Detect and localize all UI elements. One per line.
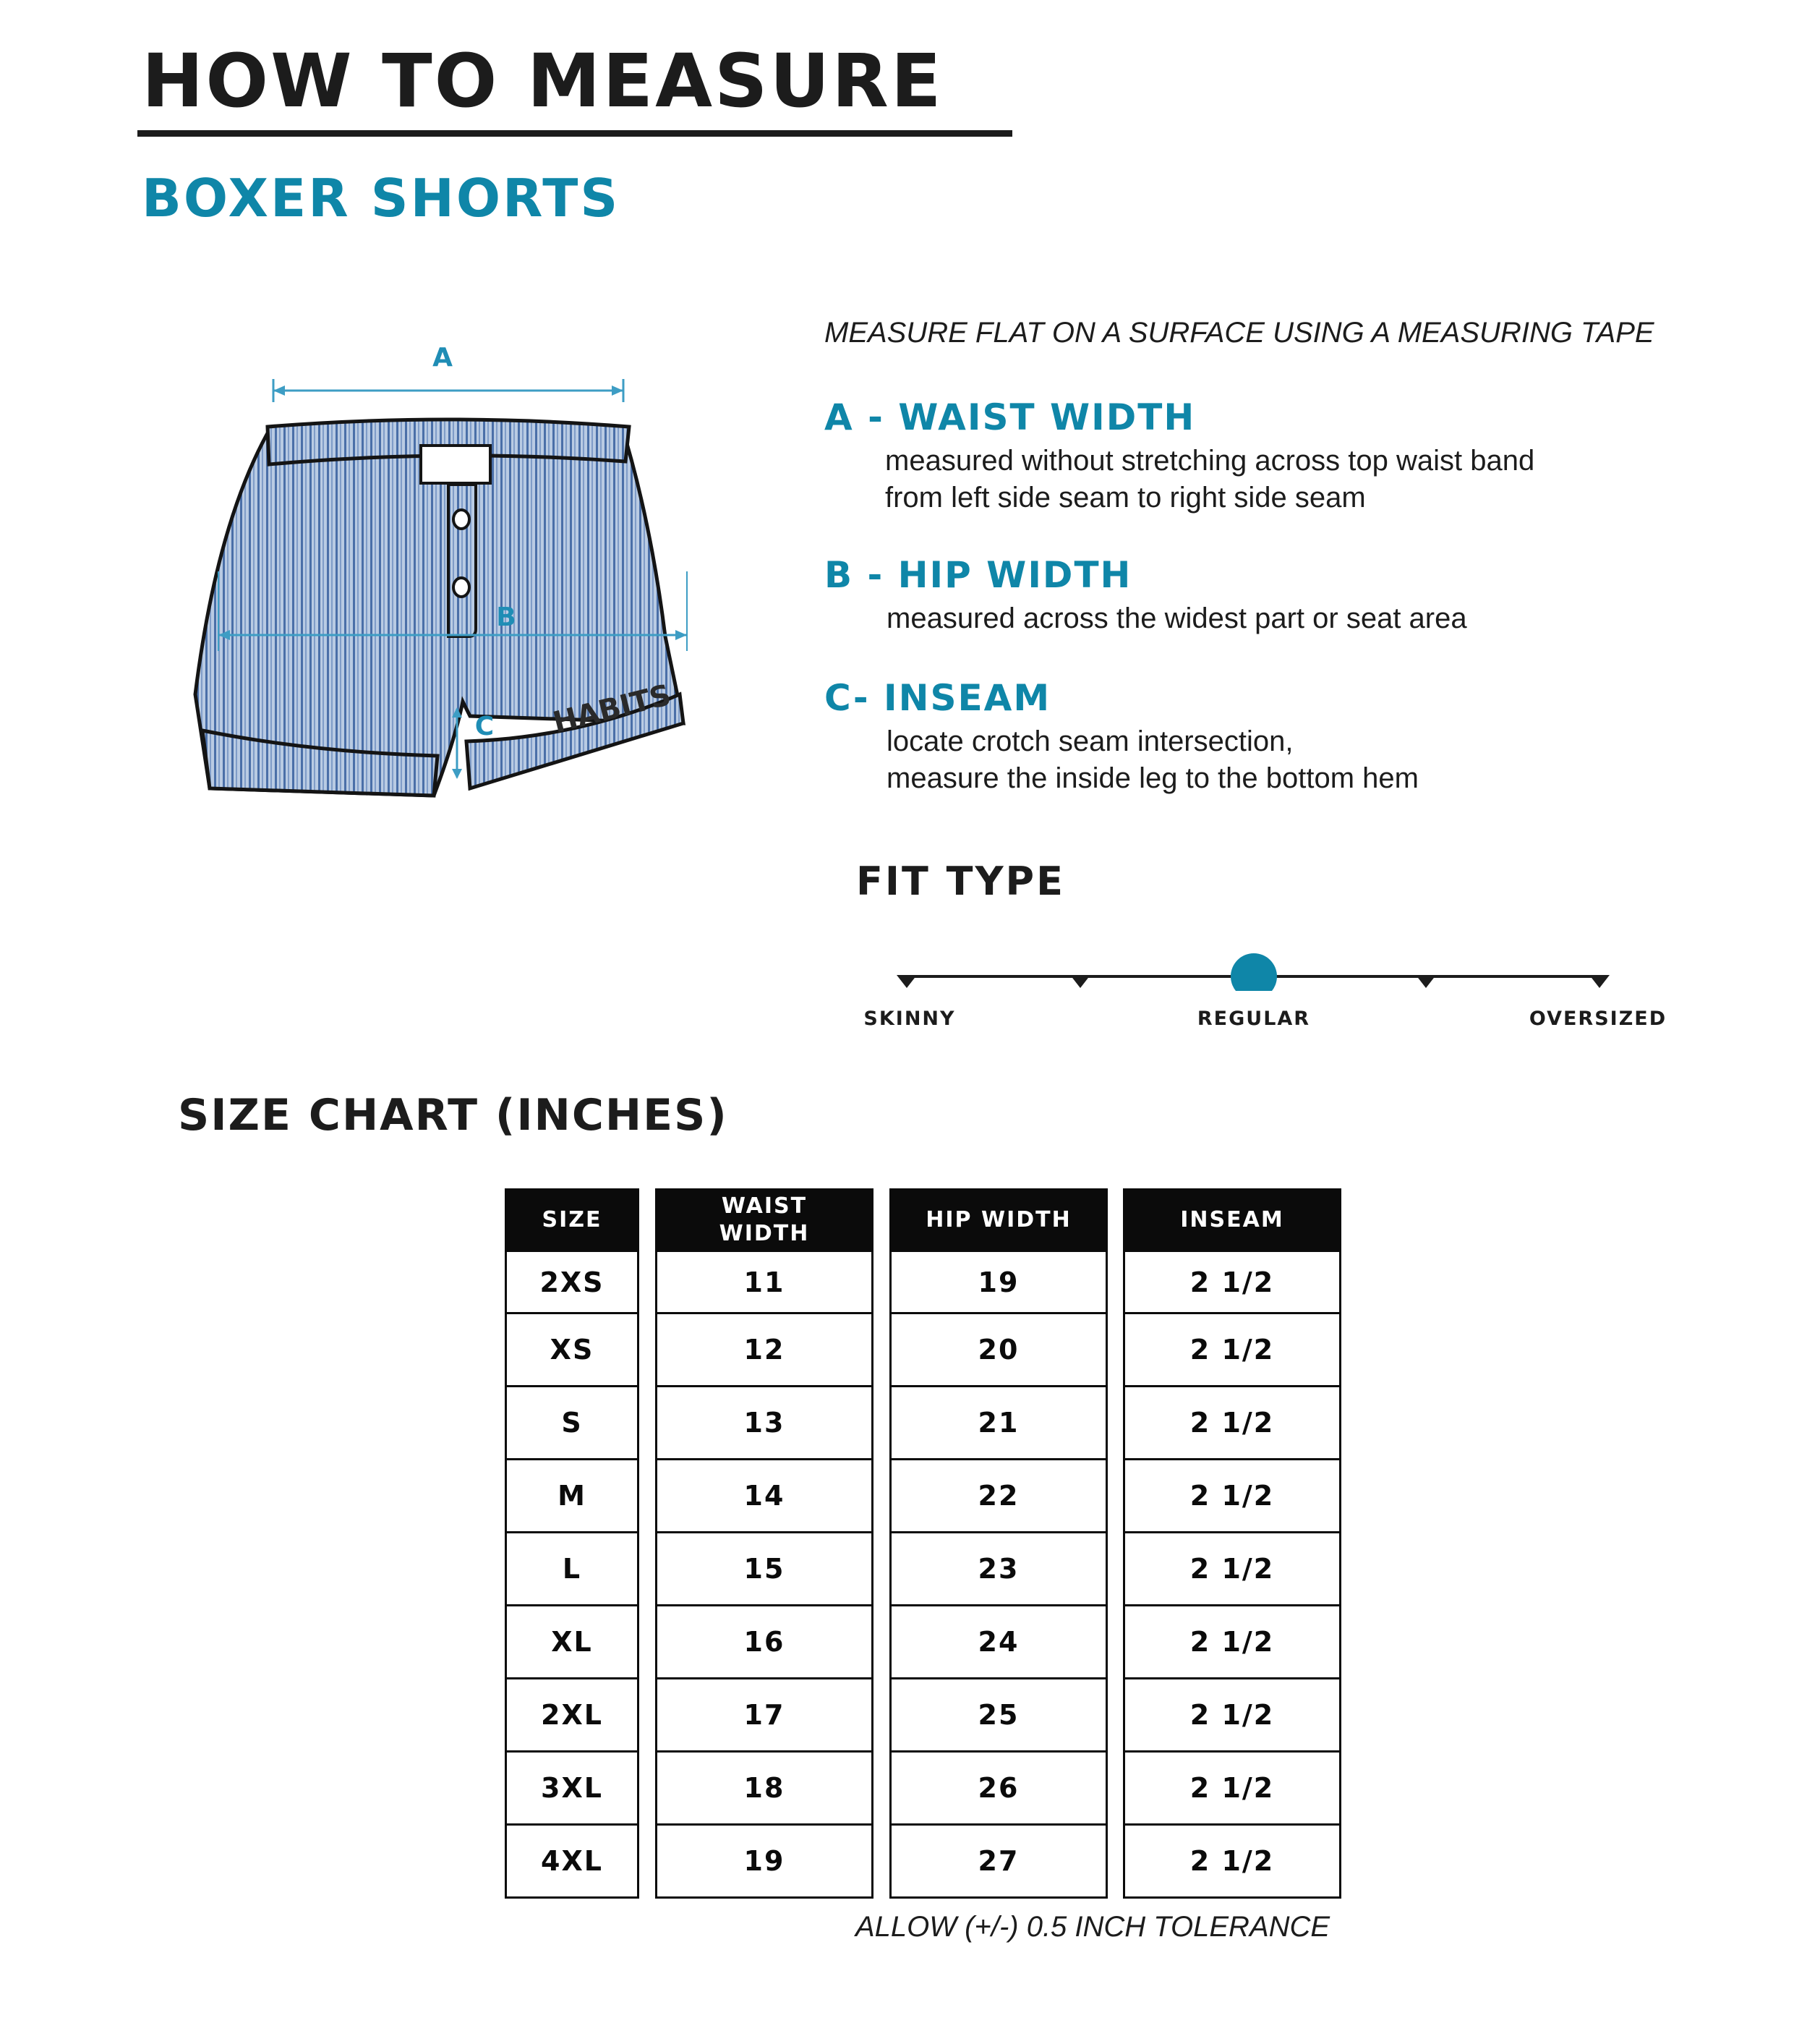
- product-subtitle: BOXER SHORTS: [142, 168, 620, 229]
- fit-marker-regular: [1231, 953, 1277, 991]
- label-a: A: [432, 343, 453, 372]
- table-cell: 17: [655, 1679, 873, 1753]
- waist-width-heading: A - WAIST WIDTH: [824, 396, 1196, 438]
- inseam-heading: C- INSEAM: [824, 677, 1051, 719]
- table-cell: 19: [655, 1826, 873, 1899]
- table-cell: 27: [889, 1826, 1108, 1899]
- table-cell: 2 1/2: [1123, 1387, 1341, 1460]
- table-cell: 3XL: [505, 1753, 639, 1826]
- fit-tick-skinny: [897, 975, 917, 988]
- fly: [448, 485, 476, 636]
- table-cell: XL: [505, 1606, 639, 1679]
- table-cell: 4XL: [505, 1826, 639, 1899]
- table-cell: 2 1/2: [1123, 1606, 1341, 1679]
- boxer-shorts-illustration: [188, 333, 738, 810]
- waistband-tag: [421, 446, 490, 483]
- table-cell: 16: [655, 1606, 873, 1679]
- fit-label-oversized: OVERSIZED: [1529, 1008, 1667, 1030]
- button-top: [453, 510, 469, 529]
- table-cell: 14: [655, 1460, 873, 1533]
- table-cell: 18: [655, 1753, 873, 1826]
- page-title: HOW TO MEASURE: [142, 38, 944, 124]
- table-cell: L: [505, 1533, 639, 1606]
- table-cell: 21: [889, 1387, 1108, 1460]
- fit-type-title: FIT TYPE: [856, 859, 1066, 904]
- table-cell: 20: [889, 1314, 1108, 1387]
- table-cell: 2 1/2: [1123, 1753, 1341, 1826]
- table-cell: 2 1/2: [1123, 1460, 1341, 1533]
- fit-tick-oversized: [1589, 975, 1610, 988]
- hip-width-desc: measured across the widest part or seat area: [887, 602, 1467, 634]
- fit-label-regular: REGULAR: [1197, 1008, 1311, 1030]
- fit-tick-2: [1070, 975, 1090, 988]
- size-column-header: SIZE: [505, 1188, 639, 1252]
- table-cell: 12: [655, 1314, 873, 1387]
- fit-type-scale: [889, 948, 1627, 991]
- table-cell: 13: [655, 1387, 873, 1460]
- size-column: [505, 1188, 639, 1899]
- button-bottom: [453, 578, 469, 597]
- table-cell: 2 1/2: [1123, 1252, 1341, 1314]
- hip-width-column-header: HIP WIDTH: [889, 1188, 1108, 1252]
- table-cell: 24: [889, 1606, 1108, 1679]
- table-cell: 2 1/2: [1123, 1679, 1341, 1753]
- brand-logo: HABITS: [550, 678, 675, 740]
- tolerance-note: ALLOW (+/-) 0.5 INCH TOLERANCE: [855, 1911, 1330, 1943]
- table-cell: 2 1/2: [1123, 1314, 1341, 1387]
- table-cell: 22: [889, 1460, 1108, 1533]
- table-cell: 19: [889, 1252, 1108, 1314]
- table-cell: S: [505, 1387, 639, 1460]
- table-cell: 11: [655, 1252, 873, 1314]
- hip-width-heading: B - HIP WIDTH: [824, 554, 1132, 596]
- size-chart-title: SIZE CHART (INCHES): [178, 1090, 728, 1141]
- waist-width-header-text: WAIST WIDTH: [719, 1193, 810, 1246]
- inseam-desc-line1: locate crotch seam intersection,: [887, 725, 1294, 757]
- table-cell: M: [505, 1460, 639, 1533]
- waist-width-column: [655, 1188, 873, 1899]
- fit-label-skinny: SKINNY: [863, 1008, 956, 1030]
- table-cell: 2 1/2: [1123, 1533, 1341, 1606]
- waist-width-column-header: [655, 1188, 873, 1252]
- inseam-column: [1123, 1188, 1341, 1899]
- table-cell: 26: [889, 1753, 1108, 1826]
- title-underline: [137, 130, 1012, 137]
- table-cell: 2XS: [505, 1252, 639, 1314]
- inseam-desc-line2: measure the inside leg to the bottom hem: [887, 762, 1419, 794]
- table-cell: 23: [889, 1533, 1108, 1606]
- waist-width-desc-line2: from left side seam to right side seam: [885, 482, 1366, 514]
- table-cell: XS: [505, 1314, 639, 1387]
- inseam-column-header: INSEAM: [1123, 1188, 1341, 1252]
- hip-width-column: [889, 1188, 1108, 1899]
- table-cell: 2 1/2: [1123, 1826, 1341, 1899]
- table-cell: 2XL: [505, 1679, 639, 1753]
- label-c: C: [474, 712, 495, 741]
- fit-tick-4: [1416, 975, 1436, 988]
- measure-instructions-intro: MEASURE FLAT ON A SURFACE USING A MEASURING TAPE: [824, 317, 1654, 349]
- table-cell: 15: [655, 1533, 873, 1606]
- table-cell: 25: [889, 1679, 1108, 1753]
- waist-width-desc-line1: measured without stretching across top waist band: [885, 445, 1535, 477]
- label-b: B: [496, 602, 516, 632]
